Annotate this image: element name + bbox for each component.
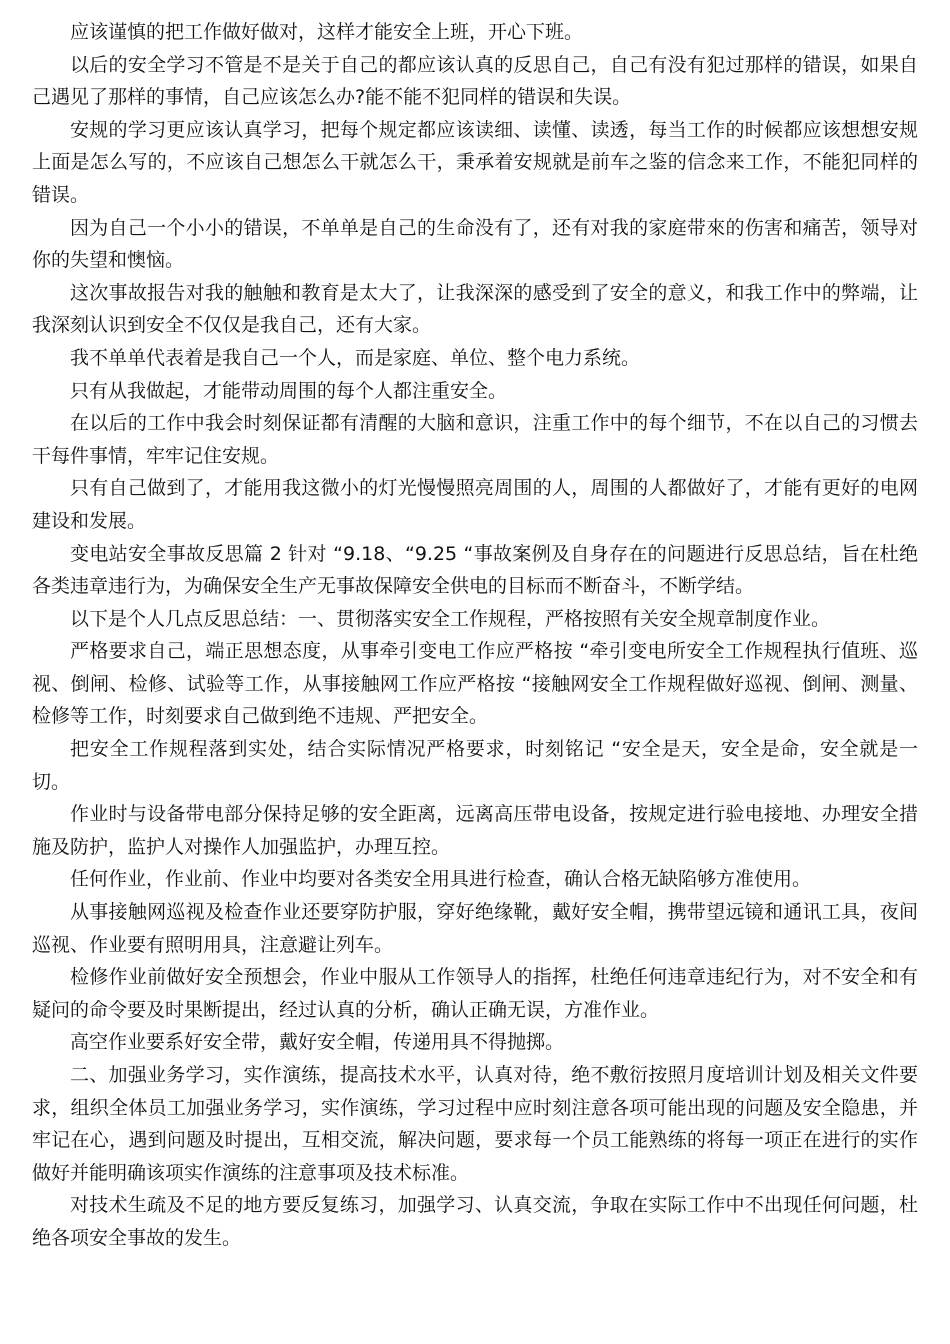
paragraph: 我不单单代表着是我自己一个人，而是家庭、单位、整个电力系统。	[70, 346, 641, 369]
paragraph: 因为自己一个小小的错误，不单单是自己的生命没有了，还有对我的家庭带來的伤害和痛苦，领导对你的失望和懊恼。	[32, 216, 918, 272]
paragraph: 对技术生疏及不足的地方要反复练习，加强学习、认真交流，争取在实际工作中不出现任何问题，杜绝各项安全事故的发生。	[32, 1194, 918, 1249]
paragraph: 作业时与设备带电部分保持足够的安全距离，远离高压带电设备，按规定进行验电接地、办理安全措施及防护，监护人对操作人加强监护，办理互控。	[32, 803, 918, 858]
paragraph: 以后的安全学习不管是不是关于自己的都应该认真的反思自己，自己有没有犯过那样的错误，如果自己遇见了那样的事情，自己应该怎么办?能不能不犯同样的错误和失误。	[32, 53, 918, 109]
paragraph: 只有自己做到了，才能用我这微小的灯光慢慢照亮周围的人，周围的人都做好了，才能有更好的电网建设和发展。	[32, 477, 918, 532]
paragraph: 应该谨慎的把工作做好做对，这样才能安全上班，开心下班。	[70, 21, 584, 43]
paragraph: 高空作业要系好安全带，戴好安全帽，传递用具不得抛掷。	[70, 1031, 565, 1054]
document-page	[32, 16, 918, 1255]
paragraph: 检修作业前做好安全预想会，作业中服从工作领导人的指挥，杜绝任何违章违纪行为，对不安全和有疑问的命令要及时果断提出，经过认真的分析，确认正确无误，方准作业。	[32, 966, 918, 1021]
paragraph: 任何作业，作业前、作业中均要对各类安全用具进行检查，确认合格无缺陷够方准使用。	[70, 868, 812, 891]
paragraph: 这次事故报告对我的触触和教育是太大了，让我深深的感受到了安全的意义，和我工作中的弊端，让我深刻认识到安全不仅仅是我自己，还有大家。	[32, 281, 918, 337]
paragraph: 安规的学习更应该认真学习，把每个规定都应该读细、读懂、读透，每当工作的时候都应该想想安规上面是怎么写的，不应该自己想怎么干就怎么干，秉承着安规就是前车之鉴的信念来工作，不能犯同样的错误。	[32, 118, 918, 206]
paragraph: 变电站安全事故反思篇 2 针对 “9.18、“9.25 “事故案例及自身存在的问题进行反思总结，旨在杜绝各类违章违行为，为确保安全生产无事故保障安全供电的目标而不断奋斗，不断学结。	[32, 542, 918, 598]
paragraph: 严格要求自己，端正思想态度，从事牵引变电工作应严格按 “牵引变电所安全工作规程执行值班、巡视、倒闸、检修、试验等工作，从事接触网工作应严格按 “接触网安全工作规程做好巡视、倒闸、测量、检修等工作，时刻要求自己做到绝不违规、严把安全。	[32, 640, 918, 728]
paragraph: 在以后的工作中我会时刻保证都有清醒的大脑和意识，注重工作中的每个细节，不在以自己的习惯去干每件事情，牢牢记住安规。	[32, 412, 918, 467]
paragraph: 以下是个人几点反思总结：一、贯彻落实安全工作规程，严格按照有关安全规章制度作业。	[70, 607, 831, 630]
paragraph: 把安全工作规程落到实处，结合实际情况严格要求，时刻铭记 “安全是天，安全是命，安全就是一切。	[32, 738, 918, 793]
paragraph: 只有从我做起，才能带动周围的每个人都注重安全。	[70, 379, 508, 402]
paragraph: 二、加强业务学习，实作演练，提高技术水平，认真对待，绝不敷衍按照月度培训计划及相关文件要求，组织全体员工加强业务学习，实作演练，学习过程中应时刻注意各项可能出现的问题及安全隐患，并牢记在心，遇到问题及时提出，互相交流，解决问题，要求每一个员工能熟练的将每一项正在进行的实作做好并能明确该项实作演练的注意事项及技术标准。	[32, 1064, 918, 1184]
paragraph: 从事接触网巡视及检查作业还要穿防护服，穿好绝缘靴，戴好安全帽，携带望远镜和通讯工具，夜间巡视、作业要有照明用具，注意避让列车。	[32, 901, 918, 956]
